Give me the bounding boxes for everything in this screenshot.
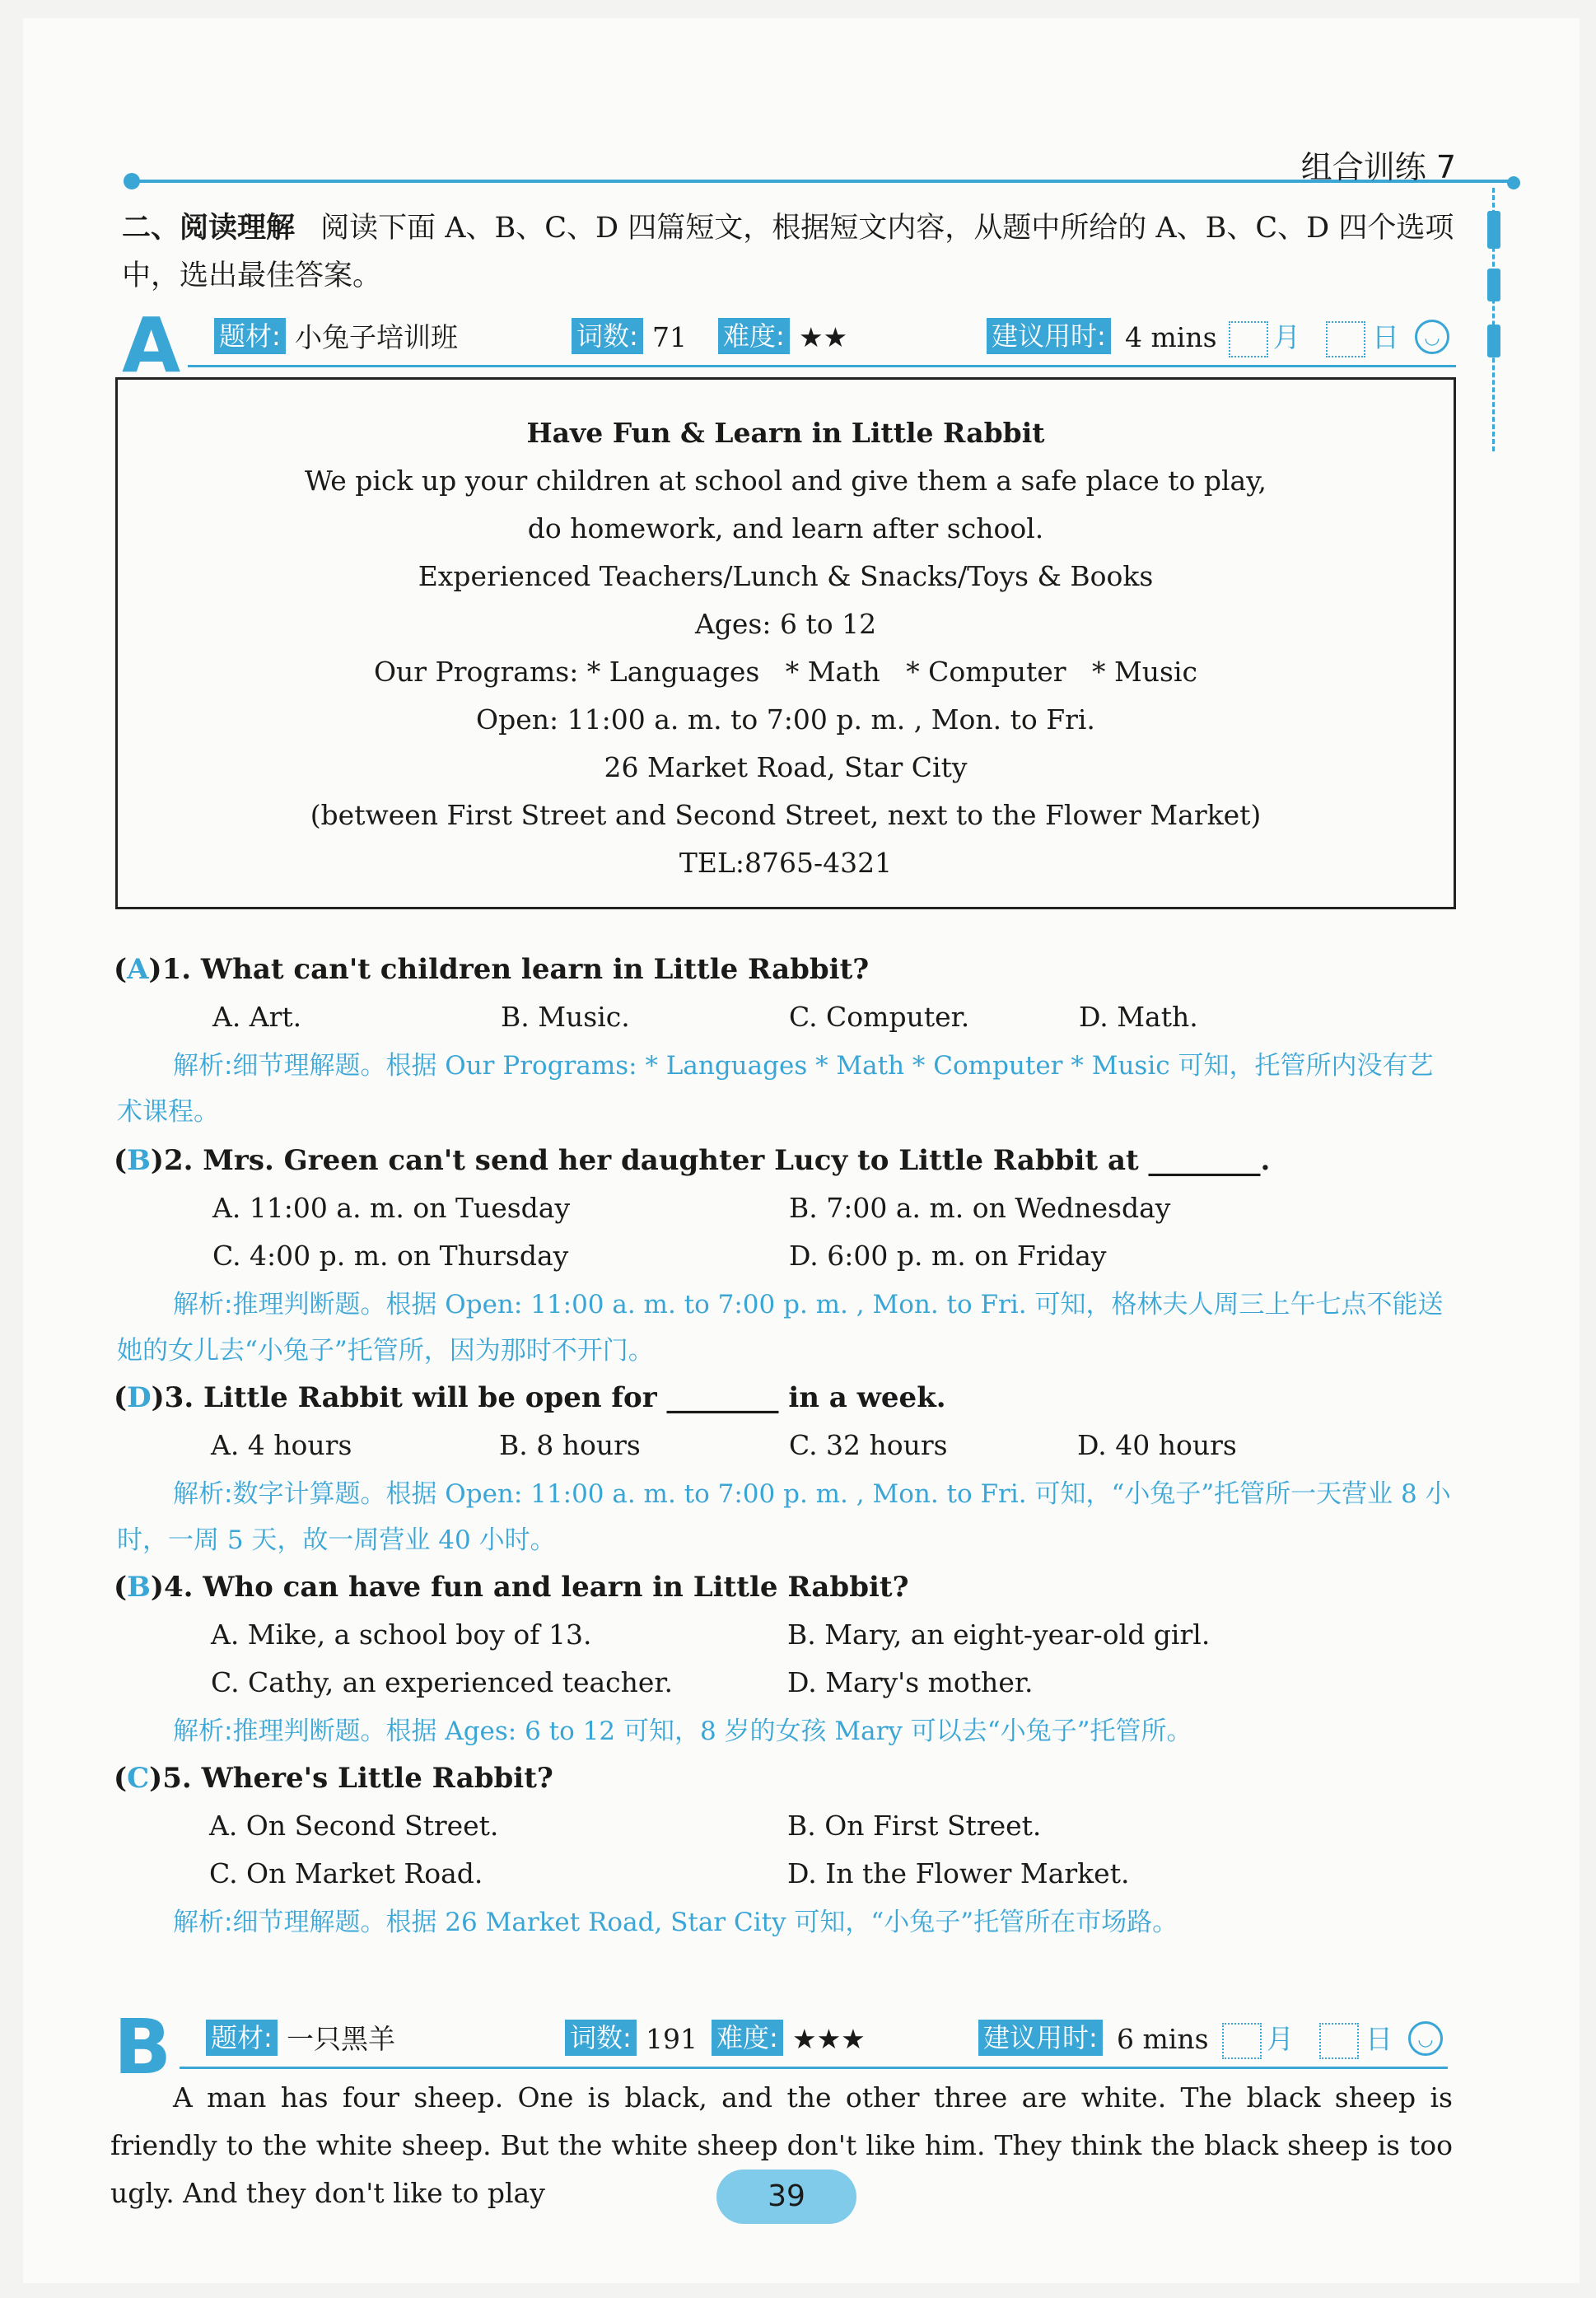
explanation-label: 解析: [173,1908,233,1937]
time-label: 建议用时: [987,318,1111,354]
question-text: 4. Who can have fun and learn in Little Rabbit? [163,1571,909,1604]
day-label: 日 [1372,321,1399,353]
month-box[interactable] [1222,2023,1262,2059]
option: B. On First Street. [787,1810,1042,1842]
explanation-label: 解析: [173,1051,233,1081]
words-value: 191 [646,2023,698,2055]
option: C. On Market Road. [209,1857,483,1889]
infobar-rule [188,365,1456,367]
option: B. Mary, an eight-year-old girl. [787,1618,1211,1651]
answer-2: B [127,1144,151,1177]
header-dot-right [1507,176,1520,189]
explanation-3 [117,1471,1451,1563]
passage-a-letter: A [122,301,181,390]
ad-line: We pick up your children at school and give them a safe place to play, [305,465,1267,497]
question-text: 2. Mrs. Green can't send her daughter Lucy to Little Rabbit at ________. [163,1144,1271,1177]
difficulty-stars: ★★ [799,321,848,353]
month-label: 月 [1273,321,1300,353]
answer-5: C [127,1762,150,1795]
topic-value: 一只黑羊 [287,2023,395,2055]
ad-line: Ages: 6 to 12 [694,608,877,640]
passage-b-letter: B [114,2003,172,2091]
explanation-4 [117,1708,1451,1754]
explanation-2 [117,1282,1451,1374]
passage-a-infobar [122,301,1456,390]
option: B. 7:00 a. m. on Wednesday [789,1192,1171,1224]
question-1: (A)1. What can't children learn in Little Rabbit? [114,953,870,986]
option: D. In the Flower Market. [787,1857,1130,1889]
day-label: 日 [1365,2023,1393,2055]
option: D. Mary's mother. [787,1666,1034,1698]
question-5: (C)5. Where's Little Rabbit? [114,1762,553,1795]
question-4: (B)4. Who can have fun and learn in Little Rabbit? [114,1571,909,1604]
explanation-5 [117,1899,1451,1945]
explanation-text: 细节理解题。根据 Our Programs: * Languages * Math * Computer * Music 可知，托管所内没有艺术课程。 [117,1051,1434,1127]
difficulty-stars: ★★★ [792,2023,866,2055]
option: B. 8 hours [499,1429,641,1461]
difficulty-label: 难度: [718,318,790,354]
option: A. 4 hours [211,1429,352,1461]
answer-1: A [127,953,149,986]
answer-4: B [127,1571,151,1604]
margin-bar-1 [1487,211,1500,249]
option: A. 11:00 a. m. on Tuesday [212,1192,571,1224]
smiley-icon: ◡ [1408,2021,1443,2056]
topic-value: 小兔子培训班 [295,321,458,353]
ad-line: Open: 11:00 a. m. to 7:00 p. m. , Mon. to Fri. [476,703,1095,736]
ad-line: do homework, and learn after school. [527,512,1044,544]
day-box[interactable] [1326,321,1365,357]
ad-line: Our Programs: * Languages * Math * Computer * Music [373,656,1198,688]
words-value: 71 [652,321,687,353]
margin-bar-2 [1487,269,1500,301]
words-label: 词数: [572,318,643,354]
topic-label: 题材: [214,318,286,354]
infobar-rule [180,2067,1448,2069]
question-text: 5. Where's Little Rabbit? [162,1762,553,1795]
passage-b-infobar [114,2003,1448,2091]
option: D. 6:00 p. m. on Friday [789,1240,1107,1272]
option: A. Mike, a school boy of 13. [211,1618,592,1651]
option: C. 32 hours [789,1429,948,1461]
option: C. Cathy, an experienced teacher. [211,1666,674,1698]
option: C. Computer. [789,1001,970,1033]
time-value: 4 mins [1125,321,1217,353]
question-2: (B)2. Mrs. Green can't send her daughter Lucy to Little Rabbit at ________. [114,1144,1271,1177]
question-text: 3. Little Rabbit will be open for ________ in a week. [164,1381,946,1414]
question-text: 1. What can't children learn in Little Rabbit? [161,953,870,986]
explanation-text: 推理判断题。根据 Open: 11:00 a. m. to 7:00 p. m. , Mon. to Fri. 可知，格林夫人周三上午七点不能送她的女儿去“小兔子”托管所，因为那时不开门。 [117,1290,1444,1366]
ad-line: TEL:8765-4321 [679,847,893,879]
section-instruction [122,204,1472,300]
topic-label: 题材: [206,2020,278,2056]
option: A. On Second Street. [209,1810,499,1842]
answer-3: D [127,1381,152,1414]
explanation-label: 解析: [173,1479,233,1509]
ad-box [115,377,1456,909]
explanation-label: 解析: [173,1716,233,1746]
option: B. Music. [501,1001,630,1033]
ad-line: Experienced Teachers/Lunch & Snacks/Toys & Books [418,560,1154,592]
explanation-label: 解析: [173,1290,233,1319]
option: A. Art. [212,1001,302,1033]
day-box[interactable] [1319,2023,1359,2059]
explanation-text: 细节理解题。根据 26 Market Road, Star City 可知，“小兔子”托管所在市场路。 [232,1908,1178,1937]
difficulty-label: 难度: [712,2020,783,2056]
words-label: 词数: [565,2020,637,2056]
time-value: 6 mins [1117,2023,1209,2055]
ad-line: (between First Street and Second Street, next to the Flower Market) [310,799,1262,831]
passage-b-text: A man has four sheep. One is black, and the other three are white. The black sheep is friendly to the white sheep. But the white sheep don't like him. They think the black sheep is too ugly. And they don't like to play [110,2081,1453,2209]
header-title: 组合训练 7 [1300,149,1456,185]
option: D. Math. [1079,1001,1198,1033]
ad-line: 26 Market Road, Star City [604,751,968,783]
option: D. 40 hours [1077,1429,1237,1461]
time-label: 建议用时: [978,2020,1103,2056]
margin-bar-3 [1487,325,1500,357]
page-number: 39 [716,2170,856,2224]
section-label: 二、阅读理解 [122,212,296,245]
explanation-text: 数字计算题。根据 Open: 11:00 a. m. to 7:00 p. m. , Mon. to Fri. 可知，“小兔子”托管所一天营业 8 小时，一周 5 天，故一周营业 40 小时。 [117,1479,1451,1555]
question-3: (D)3. Little Rabbit will be open for ________ in a week. [114,1381,946,1414]
month-label: 月 [1267,2023,1294,2055]
explanation-text: 推理判断题。根据 Ages: 6 to 12 可知，8 岁的女孩 Mary 可以去“小兔子”托管所。 [232,1716,1192,1746]
ad-title: Have Fun & Learn in Little Rabbit [526,417,1045,449]
month-box[interactable] [1229,321,1268,357]
explanation-1 [117,1043,1451,1135]
section-text: 阅读下面 A、B、C、D 四篇短文，根据短文内容，从题中所给的 A、B、C、D 四个选项中，选出最佳答案。 [122,212,1454,292]
smiley-icon: ◡ [1415,320,1449,354]
option: C. 4:00 p. m. on Thursday [212,1240,569,1272]
